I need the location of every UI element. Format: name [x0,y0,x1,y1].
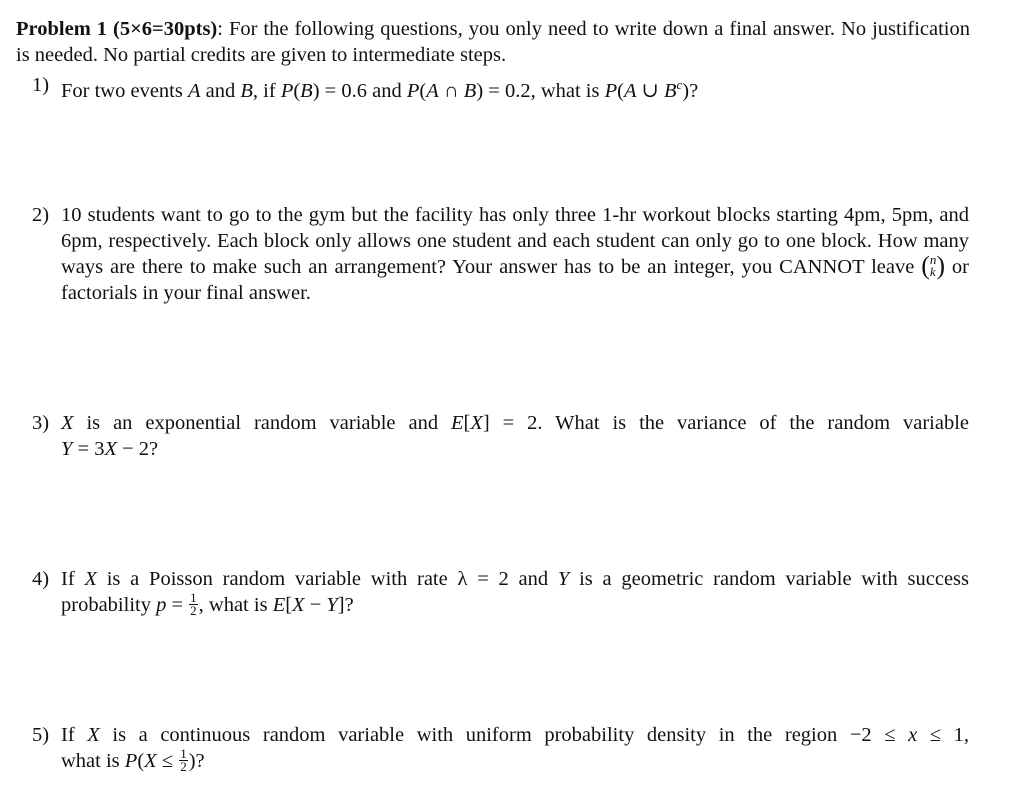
question-5-text: If X is a continuous random variable with uniform probability density in the region −2 ≤ x ≤ 1, what is P(X ≤ $\frac{1}{2}$ )? [61,724,969,774]
binomial-symbol: ( n k ) [921,251,946,281]
question-3 [32,410,969,462]
question-4 [32,566,969,619]
question-4-text: If X is a Poisson random variable with rate λ = 2 and Y is a geometric random variable with success probability p = $\frac{1}{2}$ , what is E[X − Y]? [61,568,970,618]
problem-header [16,16,970,68]
problem-instructions: : For the following questions, you only need to write down a final answer. No justification is needed. No partial credits are given to intermediate steps. [16,18,970,66]
question-3-number: 3) [32,412,50,434]
question-1-number: 1) [32,74,50,96]
question-2-text: 10 students want to go to the gym but the facility has only three 1-hr workout blocks starting 4pm, 5pm, and 6pm, respectively. Each block only allows one student and each student can only go to one block. How many ways are there to make such an arrangement? Your answer has to be an integer, you CANNOT leave ( n k ) or factorials in your final answer. [61,204,970,305]
question-5-number: 5) [32,724,50,746]
question-4-number: 4) [32,568,50,590]
fraction-one-half: $\frac{1}{2}$ [180,745,187,774]
question-1-text: For two events A and B, if P(B) = 0.6 and P(A ∩ B) = 0.2, what is P(A ∪ $B^c$)? [61,77,699,102]
problem-title: Problem 1 (5×6=30pts) [16,18,218,40]
fraction-one-half: $\frac{1}{2}$ [190,589,197,618]
question-2 [32,202,969,306]
question-2-number: 2) [32,204,50,226]
question-5 [32,722,969,775]
question-1 [32,72,969,104]
question-3-text: X is an exponential random variable and E[X] = 2. What is the variance of the random variable Y = 3X − 2? [61,412,969,460]
